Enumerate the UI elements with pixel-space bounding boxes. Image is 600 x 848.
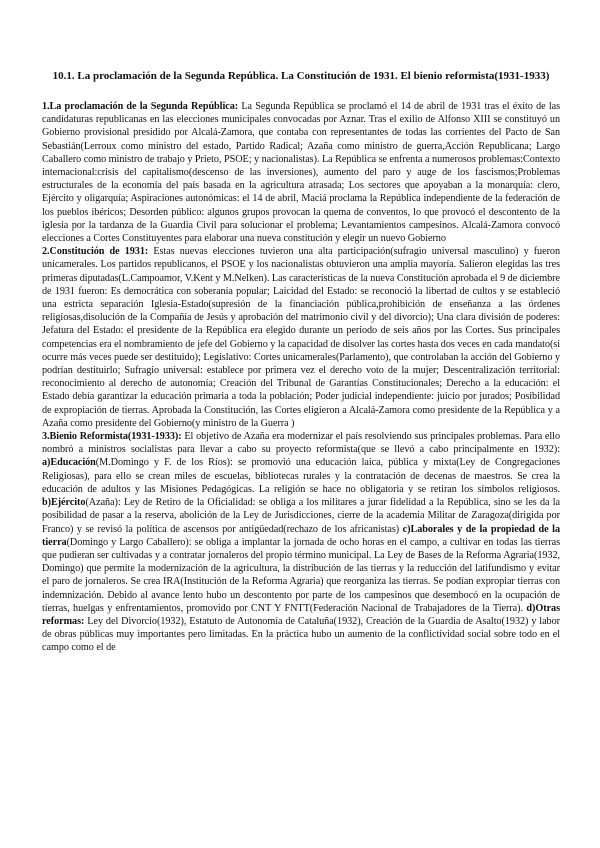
reform-other-heading: d)Otras reformas: — [42, 602, 560, 627]
page-title: 10.1. La proclamación de la Segunda República. La Constitución de 1931. El bienio reformista(1931-1933) — [52, 70, 550, 82]
reform-education-heading: a)Educación — [42, 457, 96, 469]
section-bienio-intro: El objetivo de Azaña era modernizar el país resolviendo sus principales problemas. Para ello nombró a ministros socialistas para llevar a cabo su proyecto reformista(que se llevó a cabo principalmente en 1932): — [42, 431, 560, 456]
section-constitution-body: Estas nuevas elecciones tuvieron una alta participación(sufragio universal masculino) y fueron unicamerales. Los partidos republicanos, el PSOE y los nacionalistas obtuvieron una amplia mayoría. Salieron elegidas las tres primeras diputadas(L.Campoamor, V.Kent y M.Nelken). Las características de la nueva Constitución aprobada el 9 de diciembre de 1931 fueron: Es democrática con soberanía popular; Laicidad del Estado: se reconoció la libertad de cultos y se estableció una estricta separación Iglesia-Estado(supresión de la financiación pública,prohibición de enseñanza a las órdenes religiosas,disolución de la Compañía de Jesús y aprobación del matrimonio civil y del divorcio); Una clara división de poderes: Jefatura del Estado: el presidente de la República era elegido durante un periodo de seis años por las Cortes. Sus principales competencias era el nombramiento de jefe del Gobierno y la capacidad de disolver las cortes hasta dos veces en cada mandato(si ocurre más veces puede ser destituido); Legislativo: Cortes unicamerales(Parlamento), que controlaban la acción del Gobierno y podrían destituirlo; Sufragio universal: establece por primera vez el derecho voto de la mujer; Descentralización territorial: reconocimiento al derecho de autonomía; Creación del Tribunal de Garantías Constitucionales; Derecho a la educación: el Estado debía garantizar la educación primaria a toda la población; Poder judicial independiente: juicio por jurados; Posibilidad de expropiación de tierras. Aprobada la Constitución, las Cortes eligieron a Alcalá-Zamora como presidente de la República y a Azaña como presidente del Gobierno(y ministro de la Guerra ) — [42, 246, 560, 429]
reform-other-body: Ley del Divorcio(1932), Estatuto de Autonomía de Cataluña(1932), Creación de la Guardia de Asalto(1932) y labor de obras públicas muy importantes pero limitadas. En la práctica hubo un aumento de la conflictividad social sobre todo en el campo como el de — [42, 615, 560, 654]
section-proclamation-heading: 1.La proclamación de la Segunda República: — [42, 101, 239, 112]
section-proclamation-body: La Segunda República se proclamó el 14 de abril de 1931 tras el éxito de las candidaturas republicanas en las elecciones municipales convocadas por Aznar. Tras el exilio de Alfonso XIII se constituyó un Gobierno provisional presidido por Alcalá-Zamora, que contaba con representantes de todas las corrientes del Pacto de San Sebastián(Lerroux como ministro del estado, Partido Radical; Azaña como ministro de guerra,Acción Republicana; Largo Caballero como ministro de trabajo y Prieto, PSOE; y nacionalistas). La República se enfrenta a numerosos problemas:Contexto internacional:crisis del capitalismo(descenso de las inversiones), aumento del paro y auge de los fascismos;Problemas estructurales de la economía del país basada en la agricultura atrasada; Los sectores que apoyaban a la monarquía: clero, Ejército y oligarquía; Aspiraciones autonómicas: el 14 de abril, Maciá proclama la República independiente de la federación de los pueblos ibéricos; Desorden público: algunos grupos provocan la quema de conventos, lo que provocó el descontento de la iglesia por la tardanza de la Guardia Civil para solucionar el problema; Levantamientos campesinos. Alcalá-Zamora convocó elecciones a Cortes Constituyentes para elaborar una nueva constitución y elegir un nuevo Gobierno — [42, 101, 560, 245]
section-constitution — [42, 245, 560, 430]
section-bienio — [42, 430, 560, 654]
reform-education-body: (M.Domingo y F. de los Ríos): se promovió una educación laica, pública y mixta(Ley de Congregaciones Religiosas), para ello se crean miles de escuelas, bibliotecas rurales y la contratación de decenas de maestros. Se crea la educación de adultos y las Misiones Pedagógicas. La religión se hace no obligatoria y se retiran los símbolos religiosos. — [42, 457, 560, 495]
section-constitution-heading: 2.Constitución de 1931: — [42, 246, 149, 258]
section-proclamation — [42, 100, 560, 245]
reform-army-heading: b)Ejército — [42, 497, 86, 509]
reform-army-body: (Azaña): Ley de Retiro de la Oficialidad: se obliga a los militares a jurar fidelidad a la República, sino se les da la posibilidad de pasar a la reserva, abolición de la Ley de Jurisdicciones, cierre de la academia Militar de Zaragoza(dirigida por Franco) y se revisó la política de ascensos por antigüedad(rechazo de los africanistas) — [42, 497, 560, 535]
reform-labor-heading: c)Laborales y de la propiedad de la tierra — [42, 523, 560, 548]
reform-labor-body: (Domingo y Largo Caballero): se obliga a implantar la jornada de ocho horas en el campo, a cultivar en todas las tierras que pudieran ser cultivadas y a contratar jornaleros del propio término municipal. La Ley de Bases de la Reforma Agraria(1932, Domingo) que permite la modernización de la agricultura, la distribución de las tierras y la reducción del latifundismo y evitar el paro de jornaleros. Se crea IRA(Institución de la Reforma Agraria) que reorganiza las tierras. Se podían expropiar tierras con indemnización. Debido al avance lento hubo un descontento por parte de los campesinos que desembocó en la ocupación de tierras, huelgas y enfrentamientos, promovido por CNT Y FNTT(Federación Nacional de Trabajadores de la Tierra). — [42, 536, 560, 614]
section-bienio-heading: 3.Bienio Reformista(1931-1933): — [42, 431, 182, 443]
